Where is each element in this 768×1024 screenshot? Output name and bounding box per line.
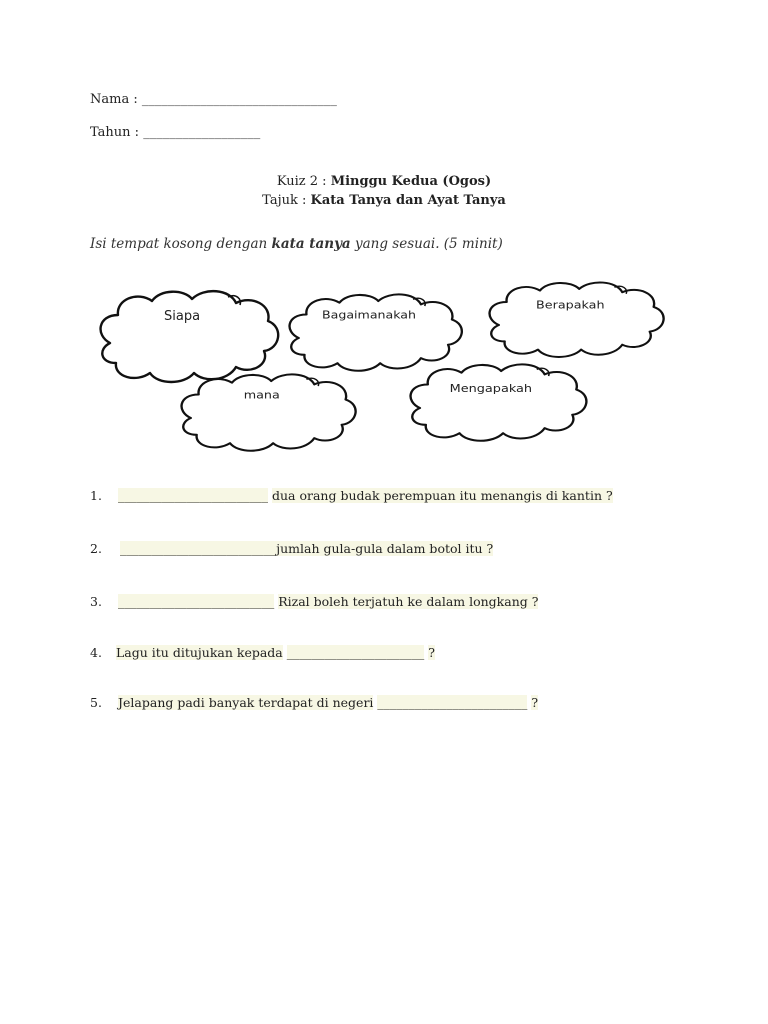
question-3 xyxy=(90,594,538,609)
question-number: 1. xyxy=(90,488,102,503)
question-text: Lagu itu ditujukan kepada xyxy=(116,645,283,660)
instruction-emphasis: kata tanya xyxy=(271,236,351,252)
question-text: Jelapang padi banyak terdapat di negeri xyxy=(118,695,374,710)
word-bank-clouds xyxy=(0,0,768,470)
question-text: jumlah gula-gula dalam botol itu ? xyxy=(276,541,494,556)
cloud-label-siapa: Siapa xyxy=(164,309,201,324)
topic-prefix: Tajuk : xyxy=(262,193,307,208)
cloud-mengapakah xyxy=(411,364,587,440)
question-4 xyxy=(90,645,435,660)
question-number: 5. xyxy=(90,695,102,710)
question-number: 3. xyxy=(90,594,102,609)
cloud-label-mengapakah: Mengapakah xyxy=(449,381,533,395)
nama-blank[interactable]: ______________________________ xyxy=(141,92,337,107)
tahun-label: Tahun : xyxy=(90,125,140,140)
answer-blank[interactable]: ________________________ xyxy=(377,695,528,710)
cloud-label-bagaimanakah: Bagaimanakah xyxy=(321,308,417,322)
cloud-label-mana: mana xyxy=(243,388,280,402)
nama-label: Nama : xyxy=(90,92,138,107)
question-end: ? xyxy=(531,695,539,710)
answer-blank[interactable]: _________________________ xyxy=(118,594,275,609)
question-5 xyxy=(90,695,538,710)
question-number: 2. xyxy=(90,541,102,556)
question-2 xyxy=(90,541,493,556)
cloud-siapa xyxy=(101,291,279,382)
tahun-blank[interactable]: __________________ xyxy=(143,125,261,140)
cloud-berapakah xyxy=(490,282,664,357)
cloud-label-berapakah: Berapakah xyxy=(536,298,605,312)
question-text: dua orang budak perempuan itu menangis di kantin ? xyxy=(271,488,613,503)
answer-blank[interactable]: ______________________ xyxy=(286,645,425,660)
question-text: Rizal boleh terjatuh ke dalam longkang ? xyxy=(278,594,539,609)
instruction-after: yang sesuai. (5 minit) xyxy=(354,236,503,252)
cloud-bagaimanakah xyxy=(290,294,462,370)
question-end: ? xyxy=(428,645,435,660)
answer-blank[interactable]: ________________________ xyxy=(118,488,268,503)
question-1 xyxy=(90,488,613,503)
question-number: 4. xyxy=(90,645,102,660)
quiz-prefix: Kuiz 2 : xyxy=(276,174,327,189)
quiz-title-text: Minggu Kedua (Ogos) xyxy=(330,174,492,189)
instruction-before: Isi tempat kosong dengan xyxy=(90,236,268,252)
answer-blank[interactable]: _________________________ xyxy=(120,541,277,556)
topic-title-text: Kata Tanya dan Ayat Tanya xyxy=(310,193,506,208)
cloud-mana xyxy=(182,374,356,450)
